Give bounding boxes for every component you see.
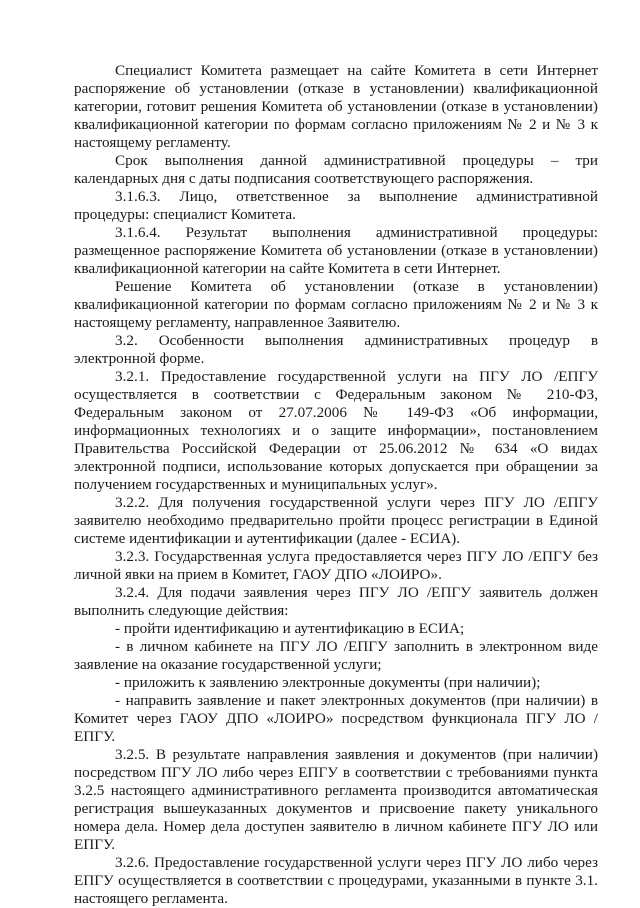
list-item-send-application: - направить заявление и пакет электронных документов (при наличии) в Комитет через ГАОУ ДПО «ЛОИРО» посредством функционала ПГУ ЛО /ЕПГУ. (74, 692, 598, 745)
paragraph-deadline: Срок выполнения данной административной процедуры – три календарных дня с даты подписания соответствующего распоряжения. (74, 152, 598, 187)
paragraph-3-2-1: 3.2.1. Предоставление государственной услуги на ПГУ ЛО /ЕПГУ осуществляется в соответствии с Федеральным законом № 210-ФЗ, Федеральным законом от 27.07.2006 № 149-ФЗ «Об информации, информационных технологиях и о защите информации», постановлением Правительства Российской Федерации от 25.06.2012 № 634 «О видах электронной подписи, использование которых допускается при обращении за получением государственных и муниципальных услуг». (74, 368, 598, 493)
list-item-fill-application: - в личном кабинете на ПГУ ЛО /ЕПГУ заполнить в электронном виде заявление на оказание государственной услуги; (74, 638, 598, 673)
paragraph-committee-decision: Решение Комитета об установлении (отказе в установлении) квалификационной категории по формам согласно приложениям № 2 и № 3 к настоящему регламенту, направленное Заявителю. (74, 278, 598, 331)
paragraph-3-2-5: 3.2.5. В результате направления заявления и документов (при наличии) посредством ПГУ ЛО либо через ЕПГУ в соответствии с требованиями пункта 3.2.5 настоящего административного регламента производится автоматическая регистрация вышеуказанных документов и присвоение пакету уникального номера дела. Номер дела доступен заявителю в личном кабинете ПГУ ЛО или ЕПГУ. (74, 746, 598, 853)
list-item-attach-documents: - приложить к заявлению электронные документы (при наличии); (115, 674, 541, 691)
paragraph-3-2-6: 3.2.6. Предоставление государственной услуги через ПГУ ЛО либо через ЕПГУ осуществляется в соответствии с процедурами, указанными в пункте 3.1. настоящего регламента. (74, 854, 598, 907)
paragraph-3-2-2: 3.2.2. Для получения государственной услуги через ПГУ ЛО /ЕПГУ заявителю необходимо предварительно пройти процесс регистрации в Единой системе идентификации и аутентификации (далее - ЕСИА). (74, 494, 598, 547)
list-item-identification: - пройти идентификацию и аутентификацию в ЕСИА; (115, 620, 465, 637)
paragraph-3-1-6-3: 3.1.6.3. Лицо, ответственное за выполнение административной процедуры: специалист Комитета. (74, 188, 598, 223)
paragraph-3-2: 3.2. Особенности выполнения административных процедур в электронной форме. (74, 332, 598, 367)
paragraph-3-2-3: 3.2.3. Государственная услуга предоставляется через ПГУ ЛО /ЕПГУ без личной явки на прием в Комитет, ГАОУ ДПО «ЛОИРО». (74, 548, 598, 583)
paragraph-3-1-6-4: 3.1.6.4. Результат выполнения административной процедуры: размещенное распоряжение Комитета об установлении (отказе в установлении) квалификационной категории на сайте Комитета в сети Интернет. (74, 224, 598, 277)
paragraph-3-2-4: 3.2.4. Для подачи заявления через ПГУ ЛО /ЕПГУ заявитель должен выполнить следующие действия: (74, 584, 598, 619)
paragraph-specialist-publishes: Специалист Комитета размещает на сайте Комитета в сети Интернет распоряжение об установлении (отказе в установлении) квалификационной категории, готовит решения Комитета об установлении (отказе в установлении) квалификационной категории по формам согласно приложениям № 2 и № 3 к настоящему регламенту. (74, 62, 598, 151)
